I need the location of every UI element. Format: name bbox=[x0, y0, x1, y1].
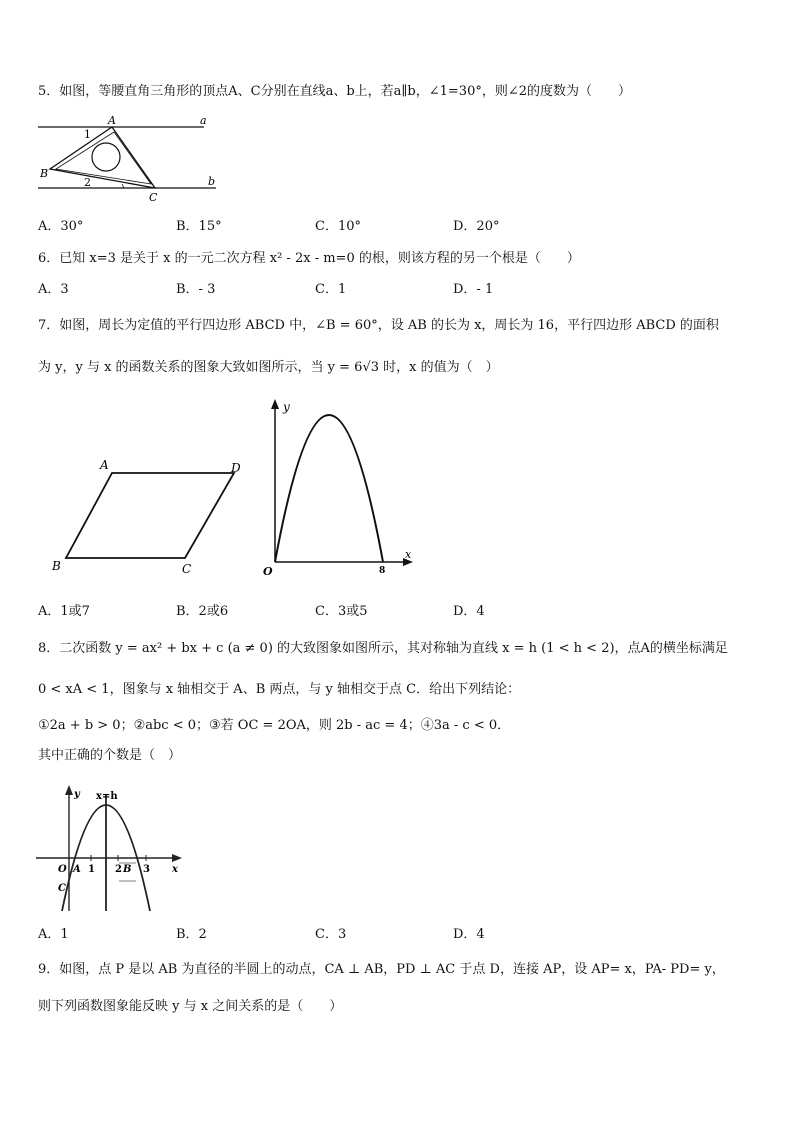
tick-3-label: 3 bbox=[143, 864, 150, 875]
symmetry-axis-label: x=h bbox=[96, 791, 118, 802]
tick-1-label: 1 bbox=[88, 864, 95, 875]
label-C: C bbox=[149, 191, 158, 204]
q7-option-a[interactable]: A．1或7 bbox=[38, 604, 90, 619]
label-A: A bbox=[100, 458, 109, 472]
q7-option-b[interactable]: B．2或6 bbox=[176, 604, 229, 619]
q6-option-b[interactable]: B．- 3 bbox=[176, 282, 216, 297]
label-2: 2 bbox=[84, 176, 91, 189]
parallelogram-figure bbox=[48, 452, 248, 577]
axis-x-label: x bbox=[405, 548, 412, 561]
q5-option-d[interactable]: D．20° bbox=[453, 219, 500, 234]
q6-option-d[interactable]: D．- 1 bbox=[453, 282, 494, 297]
point-A-label: A bbox=[73, 864, 81, 875]
question-7-line-1: 7．如图，周长为定值的平行四边形 ABCD 中，∠B = 60°，设 AB 的长为 x，周长为 16，平行四边形 ABCD 的面积 bbox=[38, 318, 719, 333]
question-5-text: 5．如图，等腰直角三角形的顶点A、C分别在直线a、b上，若a∥b，∠1=30°，则∠2的度数为（ ） bbox=[38, 84, 632, 99]
question-8-line-3: ①2a + b > 0；②abc < 0；③若 OC = 2OA，则 2b - ac = 4；④3a - c < 0． bbox=[38, 718, 511, 733]
q5-option-c[interactable]: C．10° bbox=[315, 219, 361, 234]
question-8-line-4: 其中正确的个数是（ ） bbox=[38, 748, 182, 763]
label-B: B bbox=[52, 559, 61, 573]
axis-x-label: x bbox=[172, 864, 178, 875]
question-9-line-1: 9．如图，点 P 是以 AB 为直径的半圆上的动点，CA ⊥ AB，PD ⊥ AC 于点 D，连接 AP，设 AP= x，PA- PD= y， bbox=[38, 962, 725, 977]
q6-option-a[interactable]: A．3 bbox=[38, 282, 69, 297]
q6-option-c[interactable]: C．1 bbox=[315, 282, 347, 297]
q5-option-a[interactable]: A．30° bbox=[38, 219, 84, 234]
q8-option-c[interactable]: C．3 bbox=[315, 927, 347, 942]
axis-y-label: y bbox=[74, 789, 80, 800]
question-8-line-2: 0 < xA < 1，图象与 x 轴相交于 A、B 两点，与 y 轴相交于点 C．给出下列结论： bbox=[38, 682, 521, 697]
point-C-label: C bbox=[58, 883, 66, 894]
label-1: 1 bbox=[84, 128, 91, 141]
point-B-label: B bbox=[123, 864, 132, 875]
q7-option-c[interactable]: C．3或5 bbox=[315, 604, 368, 619]
q8-option-d[interactable]: D．4 bbox=[453, 927, 485, 942]
label-b: b bbox=[208, 175, 216, 188]
area-function-graph bbox=[255, 395, 420, 580]
question-7-line-2: 为 y，y 与 x 的函数关系的图象大致如图所示，当 y = 6√3 时，x 的值为（ ） bbox=[38, 360, 499, 375]
question-9-line-2: 则下列函数图象能反映 y 与 x 之间关系的是（ ） bbox=[38, 999, 343, 1014]
label-D: D bbox=[231, 461, 241, 475]
tick-2-label: 2 bbox=[115, 864, 122, 875]
label-B: B bbox=[40, 167, 49, 180]
origin-label: O bbox=[263, 565, 273, 578]
label-a: a bbox=[200, 114, 207, 127]
label-C: C bbox=[182, 562, 192, 576]
question-8-line-1: 8．二次函数 y = ax² + bx + c (a ≠ 0) 的大致图象如图所示，其对称轴为直线 x = h (1 < h < 2)，点A的横坐标满足 bbox=[38, 641, 728, 656]
tick-8-label: 8 bbox=[379, 566, 386, 576]
parabola-figure bbox=[36, 783, 186, 913]
q8-option-a[interactable]: A．1 bbox=[38, 927, 69, 942]
label-A: A bbox=[108, 114, 116, 127]
q5-option-b[interactable]: B．15° bbox=[176, 219, 222, 234]
question-6-text: 6．已知 x=3 是关于 x 的一元二次方程 x² - 2x - m=0 的根，则该方程的另一个根是（ ） bbox=[38, 251, 580, 266]
q7-option-d[interactable]: D．4 bbox=[453, 604, 485, 619]
origin-label: O bbox=[58, 864, 67, 875]
axis-y-label: y bbox=[283, 400, 290, 414]
question-5-figure bbox=[36, 112, 226, 207]
q8-option-b[interactable]: B．2 bbox=[176, 927, 207, 942]
